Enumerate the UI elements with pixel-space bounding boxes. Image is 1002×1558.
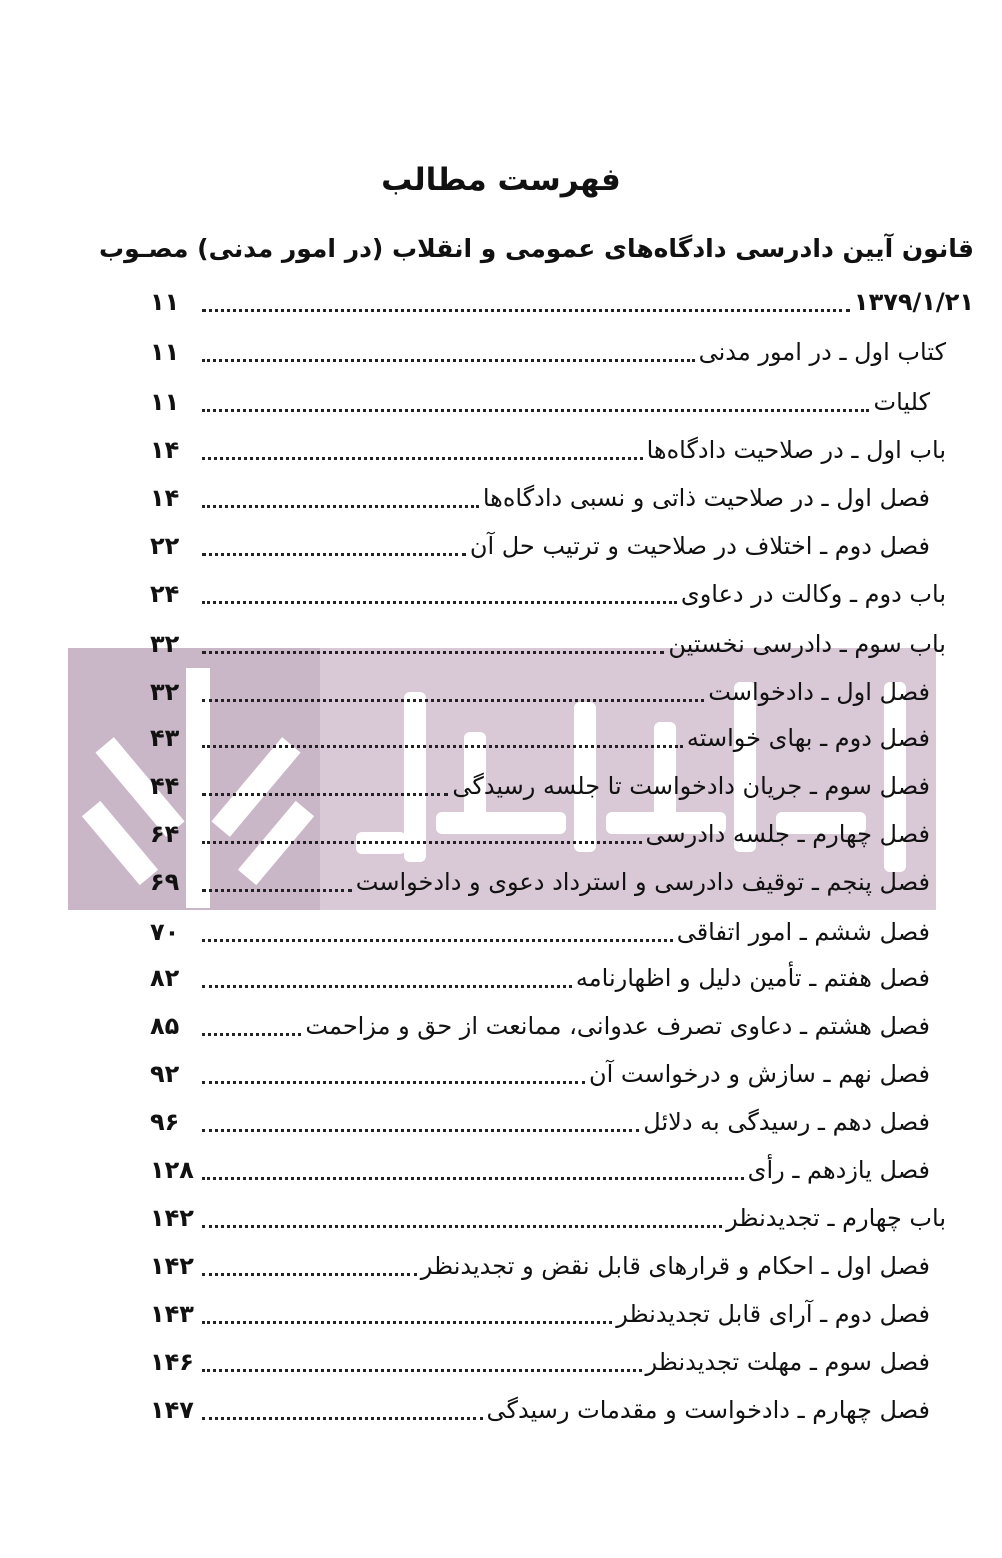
- toc-entry: [150, 574, 946, 614]
- toc-entry-page-number: ۱۴۳: [150, 1300, 194, 1328]
- toc-entry: [150, 912, 930, 952]
- toc-entry-page-number: ۲۲: [150, 532, 180, 560]
- toc-entry-title: فصل ششم ـ امور اتفاقی: [676, 918, 930, 946]
- toc-entry: [150, 382, 930, 422]
- toc-entry: [150, 766, 930, 806]
- toc-entry-page-number: ۹۲: [150, 1060, 180, 1088]
- toc-entry: [150, 862, 930, 902]
- dot-leader: [202, 1225, 722, 1228]
- toc-entry-title: باب چهارم ـ تجدیدنظر: [726, 1204, 946, 1232]
- toc-entry-title: باب اول ـ در صلاحیت دادگاه‌ها: [646, 436, 946, 464]
- toc-entry-title: فصل پنجم ـ توقیف دادرسی و استرداد دعوی و دادخواست: [355, 868, 930, 896]
- toc-entry: [150, 1102, 930, 1142]
- toc-entry: [150, 1294, 930, 1334]
- toc-entry-title: فصل اول ـ دادخواست: [708, 678, 930, 706]
- dot-leader: [202, 601, 677, 604]
- toc-entry: [150, 430, 946, 470]
- toc-entry-title: باب سوم ـ دادرسی نخستین: [668, 630, 946, 658]
- toc-entry-page-number: ۲۴: [150, 580, 180, 608]
- dot-leader: [202, 1273, 417, 1276]
- dot-leader: [202, 309, 850, 312]
- toc-entry-page-number: ۱۱: [150, 338, 180, 366]
- toc-entry-page-number: ۱۱: [150, 288, 180, 316]
- toc-entry-title: فصل چهارم ـ جلسه دادرسی: [645, 820, 930, 848]
- dot-leader: [202, 793, 448, 796]
- dot-leader: [202, 889, 352, 892]
- toc-entry: [150, 1246, 930, 1286]
- toc-entry: [150, 1198, 946, 1238]
- toc-entry-title: ۱۳۷۹/۱/۲۱: [853, 288, 974, 316]
- toc-entry-title: فصل سوم ـ مهلت تجدیدنظر: [645, 1348, 930, 1376]
- dot-leader: [202, 745, 683, 748]
- law-title: قانون آیین دادرسی دادگاه‌های عمومی و انقلاب (در امور مدنی) مصـوب: [98, 234, 974, 263]
- toc-entry-title: فصل دوم ـ اختلاف در صلاحیت و ترتیب حل آن: [469, 532, 930, 560]
- toc-entry: [150, 1150, 930, 1190]
- dot-leader: [202, 457, 643, 460]
- toc-entry: [150, 1054, 930, 1094]
- dot-leader: [202, 939, 673, 942]
- toc-entry-page-number: ۶۴: [150, 820, 180, 848]
- dot-leader: [202, 359, 695, 362]
- toc-entry-page-number: ۷۰: [150, 918, 180, 946]
- toc-entry: [150, 478, 930, 518]
- toc-entry-title: فصل دوم ـ آرای قابل تجدیدنظر: [616, 1300, 930, 1328]
- toc-entry-page-number: ۳۲: [150, 630, 180, 658]
- toc-entry-page-number: ۴۴: [150, 772, 180, 800]
- dot-leader: [202, 409, 869, 412]
- page-title: فهرست مطالب: [381, 162, 621, 198]
- toc-entry-page-number: ۱۴۲: [150, 1252, 194, 1280]
- toc-entry-title: فصل هشتم ـ دعاوی تصرف عدوانی، ممانعت از حق و مزاحمت: [305, 1012, 930, 1040]
- dot-leader: [202, 1081, 585, 1084]
- dot-leader: [202, 1417, 483, 1420]
- dot-leader: [202, 699, 704, 702]
- toc-entry-page-number: ۶۹: [150, 868, 180, 896]
- toc-entry-title: فصل دهم ـ رسیدگی به دلائل: [643, 1108, 930, 1136]
- toc-entry-page-number: ۸۵: [150, 1012, 180, 1040]
- toc-entry-title: باب دوم ـ وکالت در دعاوی: [680, 580, 946, 608]
- toc-entry: [150, 672, 930, 712]
- toc-entry-page-number: ۱۴۲: [150, 1204, 194, 1232]
- toc-entry-title: کتاب اول ـ در امور مدنی: [698, 338, 946, 366]
- dot-leader: [202, 1369, 642, 1372]
- toc-entry-page-number: ۴۳: [150, 724, 180, 752]
- toc-entry-title: فصل هفتم ـ تأمین دلیل و اظهارنامه: [575, 964, 930, 992]
- toc-entry: [150, 332, 946, 372]
- toc-entry-title: فصل اول ـ احکام و قرارهای قابل نقض و تجدیدنظر: [420, 1252, 930, 1280]
- toc-entry-page-number: ۱۲۸: [150, 1156, 194, 1184]
- toc-entry: [150, 718, 930, 758]
- toc-entry-page-number: ۱۴۷: [150, 1396, 194, 1424]
- dot-leader: [202, 1033, 301, 1036]
- toc-entry: [150, 624, 946, 664]
- dot-leader: [202, 651, 664, 654]
- toc-entry: [150, 282, 974, 322]
- toc-entry-title: کلیات: [873, 388, 930, 416]
- toc-entry-title: فصل اول ـ در صلاحیت ذاتی و نسبی دادگاه‌ها: [482, 484, 930, 512]
- toc-entry: [150, 1390, 930, 1430]
- toc-entry: [150, 1342, 930, 1382]
- toc-entry: [150, 814, 930, 854]
- toc-entry-page-number: ۳۲: [150, 678, 180, 706]
- toc-entry-page-number: ۸۲: [150, 964, 180, 992]
- toc-entry: [150, 526, 930, 566]
- toc-entry-title: فصل سوم ـ جریان دادخواست تا جلسه رسیدگی: [452, 772, 930, 800]
- dot-leader: [202, 985, 572, 988]
- toc-entry-page-number: ۱۴: [150, 436, 180, 464]
- toc-entry: [150, 958, 930, 998]
- toc-entry: [150, 1006, 930, 1046]
- dot-leader: [202, 505, 479, 508]
- dot-leader: [202, 841, 642, 844]
- toc-entry-page-number: ۹۶: [150, 1108, 180, 1136]
- toc-entry-title: فصل یازدهم ـ رأی: [747, 1156, 930, 1184]
- toc-entry-page-number: ۱۱: [150, 388, 180, 416]
- toc-entry-title: فصل دوم ـ بهای خواسته: [686, 724, 930, 752]
- toc-entry-title: فصل چهارم ـ دادخواست و مقدمات رسیدگی: [486, 1396, 930, 1424]
- toc-entry-page-number: ۱۴۶: [150, 1348, 194, 1376]
- toc-entry-title: فصل نهم ـ سازش و درخواست آن: [588, 1060, 930, 1088]
- toc-entry-page-number: ۱۴: [150, 484, 180, 512]
- dot-leader: [202, 1177, 744, 1180]
- dot-leader: [202, 1129, 639, 1132]
- dot-leader: [202, 553, 466, 556]
- dot-leader: [202, 1321, 612, 1324]
